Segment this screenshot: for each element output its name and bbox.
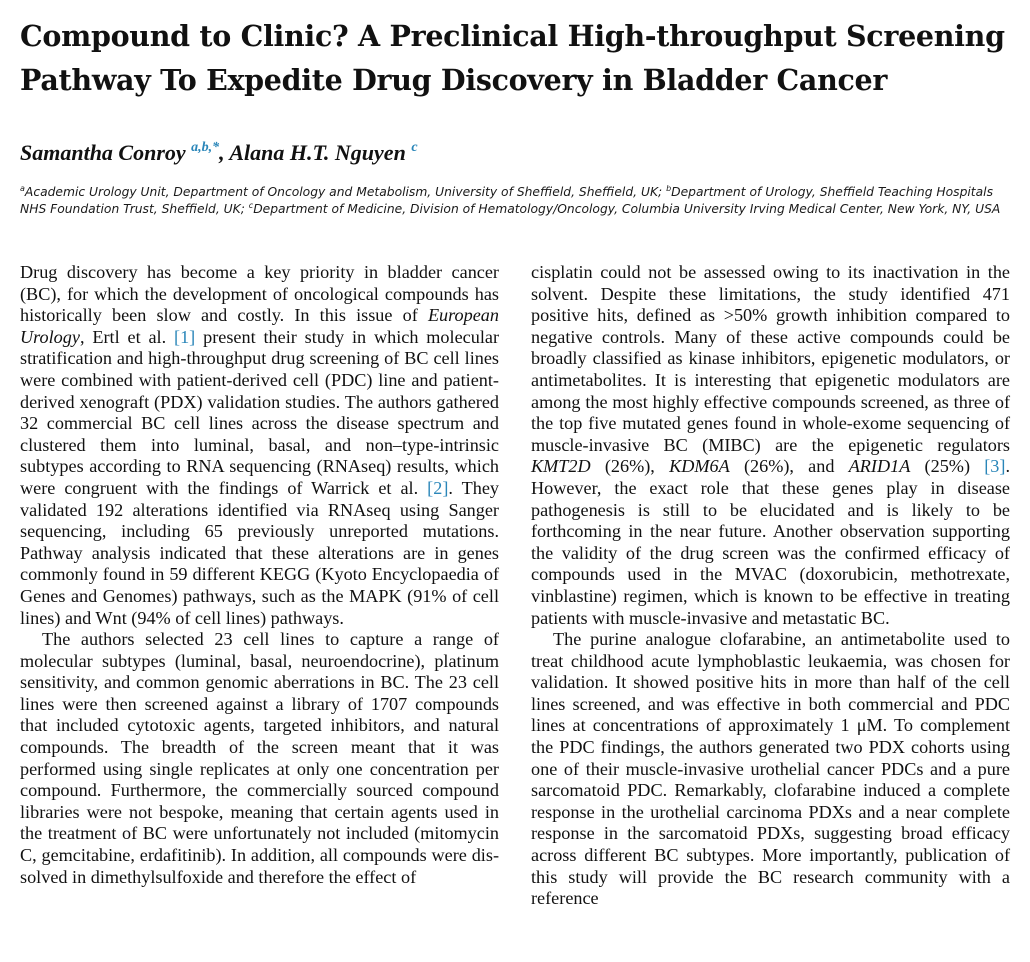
text-run: (26%), <box>590 456 670 477</box>
affiliation-text: Department of Urology, Sheffield Teaching Hospitals NHS Foundation Trust, Sheffield, UK; <box>20 185 993 217</box>
italic-term: European Urology <box>20 305 499 347</box>
text-run: . However, the exact role that these genes play in disease pathogenesis is still to be elucidated and is likely to be forthcoming in the near future. Another observation supporting the validity of the drug screen was the confirmed efficacy of compounds used in the MVAC (doxorubicin, methotrexate, vinblastine) regimen, which is known to be effective in treating patients with muscle-invasive and metastatic BC. <box>531 456 1010 628</box>
author-list <box>20 138 418 168</box>
text-run: present their study in which molecular stratification and high-throughput drug screening of BC cell lines were combined with patient-derived cell (PDC) line and patient-derived xenograft (PDX) validation studies. The authors gathered 32 commercial BC cell lines across the disease spectrum and clustered them into luminal, basal, and non–type-intrinsic subtypes according to RNA sequencing (RNAseq) results, which were congruent with the findings of Warrick et al. <box>20 326 499 498</box>
body-paragraph <box>531 629 1010 910</box>
citation-link[interactable]: [2] <box>427 477 449 498</box>
body-column-right <box>531 262 1010 910</box>
italic-term: KDM6A <box>669 456 730 477</box>
author-name: Alana H.T. Nguyen <box>229 140 406 165</box>
affiliation-text: Department of Medicine, Division of Hematology/Oncology, Columbia University Irving Medical Center, New York, NY, USA <box>253 202 1001 217</box>
text-run: The purine analogue clofarabine, an antimetabolite used to treat childhood acute lymphoblastic leukaemia, was chosen for validation. It showed positive hits in more than half of the cell lines screened, and was effective in both commercial and PDC lines at concentrations of approximately 1 μM. To complement the PDC findings, the authors generated two PDX cohorts using one of their muscle-invasive urothelial cancer PDCs and a pure sarcomatoid PDC. Remarkably, clofarabine induced a complete response in the urothelial carcinoma PDXs and a near complete response in the sarcomatoid PDXs, suggesting broad efficacy across different BC subtypes. More importantly, publication of this study will provide the BC research community with a reference <box>531 629 1010 909</box>
italic-term: KMT2D <box>531 456 591 477</box>
author-separator: , <box>219 140 230 165</box>
italic-term: ARID1A <box>848 456 911 477</box>
body-paragraph <box>531 262 1010 629</box>
body-paragraph <box>20 629 499 888</box>
affiliation-mark: a <box>20 184 25 193</box>
author-name: Samantha Conroy <box>20 140 186 165</box>
body-column-left <box>20 262 499 888</box>
text-run: Drug discovery has become a key priority in bladder cancer (BC), for which the development of oncological compounds has historically been slow and costly. In this issue of <box>20 262 499 326</box>
author-affiliation-marks[interactable]: c <box>411 140 418 155</box>
author-affiliation-marks[interactable]: a,b,* <box>191 140 220 155</box>
article-title: Compound to Clinic? A Preclinical High-throughput Screening Pathway To Expedite Drug Discovery in Bladder Cancer <box>20 19 1005 97</box>
citation-link[interactable]: [1] <box>174 326 196 347</box>
text-run: , Ertl et al. <box>79 326 175 347</box>
text-run: (26%), and <box>729 456 849 477</box>
text-run: The authors selected 23 cell lines to capture a range of molecular subtypes (luminal, basal, neuroendocrine), platinum sensitivity, and common genomic aberrations in BC. The 23 cell lines were then screened against a library of 1707 compounds that included cytotoxic agents, targeted inhibitors, and natural compounds. The breadth of the screen meant that it was performed using single replicates at only one concentration per compound. Furthermore, the commercially sourced compound libraries were not bespoke, meaning that certain agents used in the treatment of BC were unfortunately not included (mitomycin C, gemcitabine, erdafitinib). In addition, all compounds were dissolved in dimethylsulfoxide and therefore the effect of <box>20 629 499 887</box>
body-paragraph <box>20 262 499 629</box>
affiliation-mark: b <box>666 184 672 193</box>
affiliation-text: Academic Urology Unit, Department of Oncology and Metabolism, University of Sheffield, Sheffield, UK; <box>24 185 667 199</box>
text-run: . They validated 192 alterations identified via RNAseq using Sanger sequencing, including 65 previously unreported mutations. Pathway analysis indicated that these alterations are in genes commonly found in 59 different KEGG (Kyoto Encyclopaedia of Genes and Genomes) pathways, such as the MAPK (91% of cell lines) and Wnt (94% of cell lines) pathways. <box>20 477 500 628</box>
text-run: cisplatin could not be assessed owing to its inactivation in the solvent. Despite these limitations, the study identified 471 positive hits, defined as >50% growth inhibition compared to negative controls. Many of these active compounds could be broadly classified as kinase inhibitors, epigenetic modulators, or antimetabolites. It is interesting that epigenetic modulators are among the most highly effective compounds screened, as three of the top five mutated genes found in whole-exome sequencing of muscle-invasive BC (MIBC) are the epigenetic regulators <box>531 262 1010 455</box>
affiliation-mark: c <box>248 201 254 211</box>
citation-link[interactable]: [3] <box>984 456 1006 477</box>
text-run: (25%) <box>910 456 985 477</box>
affiliations <box>20 184 1010 219</box>
